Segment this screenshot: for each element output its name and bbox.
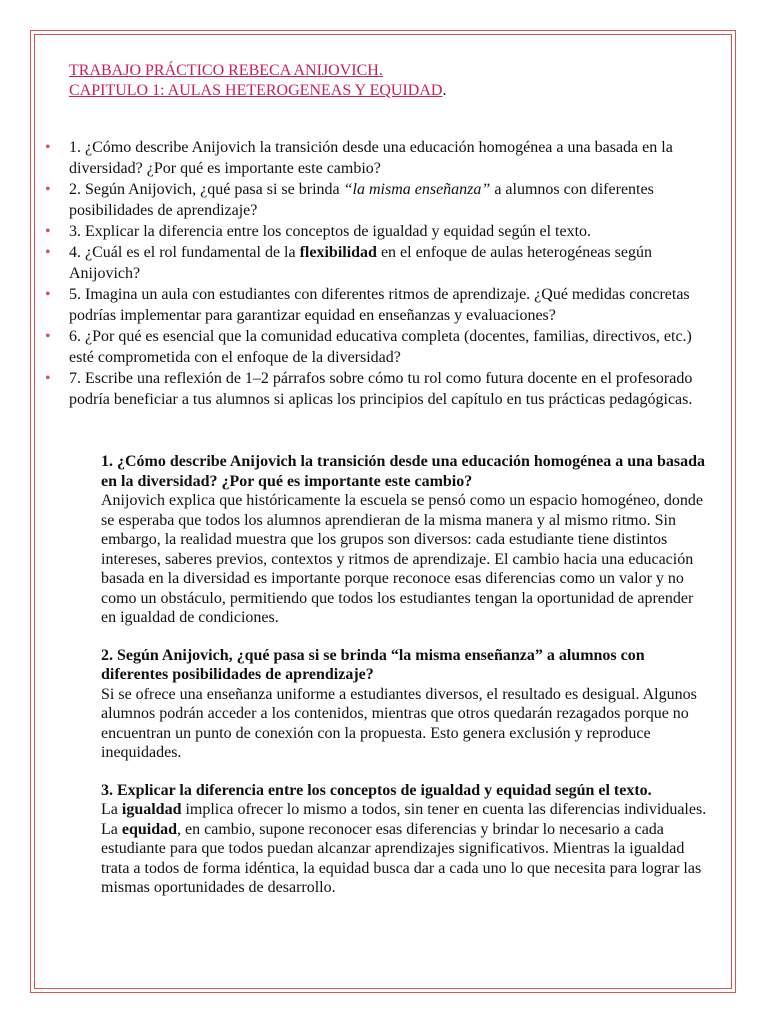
question-text: a alumnos con diferentes posibilidades de aprendizaje? — [69, 181, 654, 219]
answer-question: 3. Explicar la diferencia entre los conceptos de igualdad y equidad según el texto. — [101, 781, 652, 799]
title-line-2-period: . — [442, 82, 447, 99]
title-line-2: CAPITULO 1: AULAS HETEROGENEAS Y EQUIDAD — [69, 82, 443, 99]
question-bold: flexibilidad — [299, 244, 377, 261]
question-text: 7. Escribe una reflexión de 1–2 párrafos sobre cómo tu rol como futura docente en el profesorado podría beneficiar a tus alumnos si aplicas los principios del capítulo en tus prácticas pedagógicas. — [69, 370, 693, 408]
answer-text-part: , en cambio, supone reconocer esas diferencias y brindar lo necesario a cada estudiante para que todos puedan alcanzar aprendizajes significativos. Mientras la igualdad trata a todos de forma idéntica, la equidad busca dar a cada uno lo que necesita para lograr las mismas oportunidades de desarrollo. — [101, 820, 702, 896]
list-item — [45, 179, 705, 221]
answer-question: 2. Según Anijovich, ¿qué pasa si se brinda “la misma enseñanza” a alumnos con diferentes posibilidades de aprendizaje? — [101, 646, 645, 683]
bullet-icon: • — [45, 223, 51, 240]
answer-question: 1. ¿Cómo describe Anijovich la transición desde una educación homogénea a una basada en la diversidad? ¿Por qué es importante este cambio? — [101, 453, 706, 490]
list-item — [45, 242, 705, 284]
bullet-icon: • — [45, 370, 51, 387]
answer-bold-term: equidad — [121, 820, 178, 838]
question-text: 6. ¿Por qué es esencial que la comunidad educativa completa (docentes, familias, directivos, etc.) esté comprometida con el enfoque de la diversidad? — [69, 328, 692, 366]
bullet-icon: • — [45, 328, 51, 345]
list-item — [45, 368, 705, 410]
list-item — [45, 137, 705, 179]
bullet-icon: • — [45, 181, 51, 198]
answer-text-part: implica ofrecer lo mismo a todos, sin tener en cuenta las diferencias individuales. La — [101, 801, 707, 838]
bullet-icon: • — [45, 286, 51, 303]
answer-block-3 — [101, 781, 707, 898]
question-text: 1. ¿Cómo describe Anijovich la transición desde una educación homogénea a una basada en la diversidad? ¿Por qué es importante este cambio? — [69, 139, 673, 177]
answers-section — [101, 452, 707, 916]
answer-text-part: La — [101, 801, 122, 818]
list-item — [45, 284, 705, 326]
answer-block-1 — [101, 452, 707, 628]
answer-text: Si se ofrece una enseñanza uniforme a estudiantes diversos, el resultado es desigual. Algunos alumnos podrán acceder a los contenidos, mientras que otros quedarán rezagados porque no encuentran un punto de conexión con la propuesta. Esto genera exclusión y reproduce inequidades. — [101, 685, 697, 761]
answer-bold-term: igualdad — [121, 801, 182, 818]
answer-text — [101, 800, 707, 898]
document-title — [69, 61, 446, 101]
question-text: en el enfoque de aulas heterogéneas según Anijovich? — [69, 244, 652, 282]
title-line-1: TRABAJO PRÁCTICO REBECA ANIJOVICH. — [69, 62, 383, 79]
question-text: 5. Imagina un aula con estudiantes con diferentes ritmos de aprendizaje. ¿Qué medidas concretas podrías implementar para garantizar equidad en enseñanzas y evaluaciones? — [69, 286, 690, 324]
list-item — [45, 221, 705, 242]
bullet-icon: • — [45, 244, 51, 261]
question-italic: “la misma enseñanza” — [343, 181, 491, 198]
question-list — [45, 137, 705, 410]
question-text: 3. Explicar la diferencia entre los conceptos de igualdad y equidad según el texto. — [69, 223, 592, 240]
question-text: 2. Según Anijovich, ¿qué pasa si se brinda — [69, 181, 344, 198]
answer-block-2 — [101, 646, 707, 763]
bullet-icon: • — [45, 139, 51, 156]
question-text: 4. ¿Cuál es el rol fundamental de la — [69, 244, 300, 261]
list-item — [45, 326, 705, 368]
answer-text: Anijovich explica que históricamente la escuela se pensó como un espacio homogéneo, donde se esperaba que todos los alumnos aprendieran de la misma manera y al mismo ritmo. Sin embargo, la realidad muestra que los grupos son diversos: cada estudiante tiene distintos intereses, saberes previos, contextos y ritmos de aprendizaje. El cambio hacia una educación basada en la diversidad es importante porque reconoce esas diferencias como un valor y no como un obstáculo, permitiendo que todos los estudiantes tengan la oportunidad de aprender en igualdad de condiciones. — [101, 492, 704, 626]
